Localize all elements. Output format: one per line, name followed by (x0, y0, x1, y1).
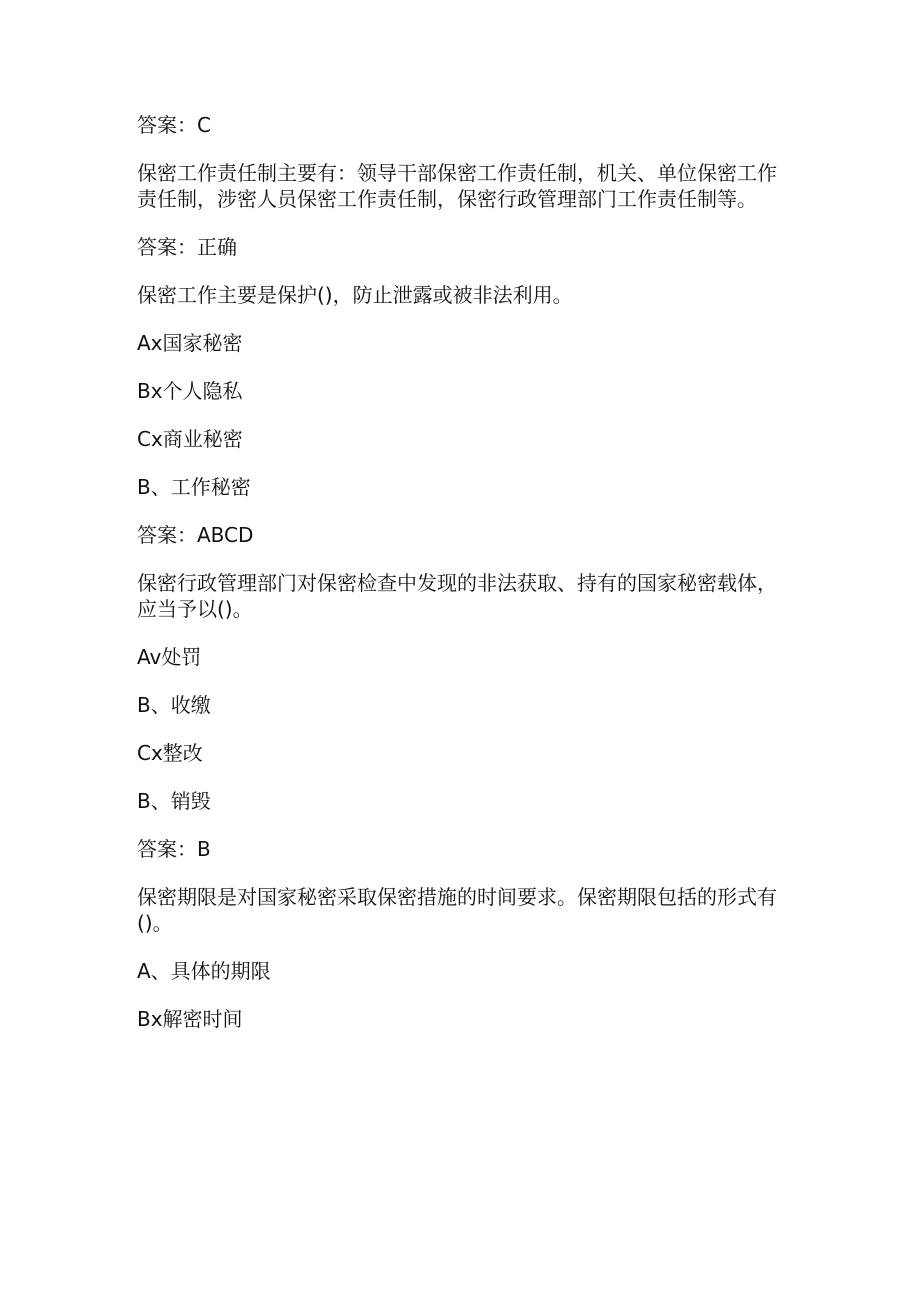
statement-paragraph: 保密工作责任制主要有：领导干部保密工作责任制，机关、单位保密工作责任制，涉密人员保密工作责任制，保密行政管理部门工作责任制等。 (137, 161, 777, 211)
answer-line: 答案：正确 (137, 235, 237, 259)
option-item: B、收缴 (137, 693, 211, 717)
question-text: 保密行政管理部门对保密检查中发现的非法获取、持有的国家秘密载体，应当予以()。 (137, 571, 777, 621)
answer-line: 答案：B (137, 837, 211, 861)
document-page (137, 112, 777, 1054)
option-item: Av处罚 (137, 645, 202, 669)
question-text: 保密期限是对国家秘密采取保密措施的时间要求。保密期限包括的形式有()。 (137, 885, 777, 935)
option-item: Cx商业秘密 (137, 427, 243, 451)
option-item: B、销毁 (137, 789, 211, 813)
option-item: Bx个人隐私 (137, 379, 243, 403)
option-item: Ax国家秘密 (137, 331, 243, 355)
answer-line: 答案：ABCD (137, 523, 254, 547)
option-item: A、具体的期限 (137, 959, 271, 983)
option-item: Cx整改 (137, 741, 203, 765)
option-item: Bx解密时间 (137, 1007, 243, 1031)
question-text: 保密工作主要是保护()，防止泄露或被非法利用。 (137, 283, 573, 307)
option-item: B、工作秘密 (137, 475, 251, 499)
answer-line: 答案：C (137, 113, 211, 137)
